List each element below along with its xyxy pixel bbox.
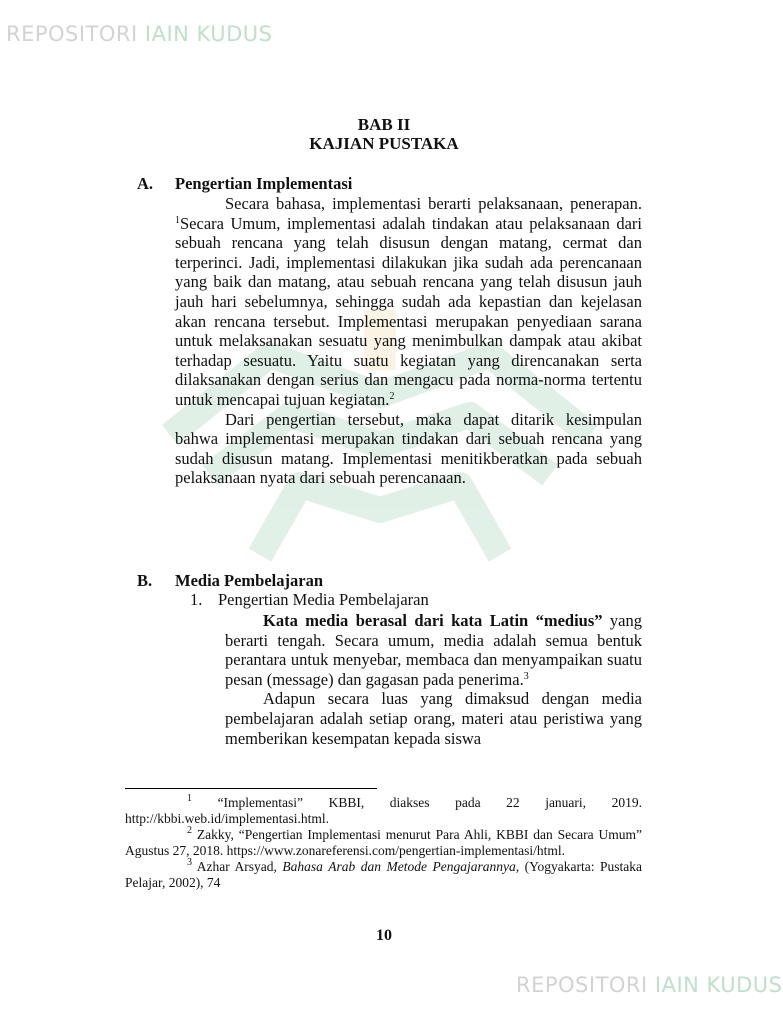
section-a-title: Pengertian Implementasi: [175, 174, 353, 193]
footnote-ref-1: 1: [175, 214, 180, 226]
paragraph-text: Secara Umum, implementasi adalah tindakan atau pelaksanaan dari sebuah rencana yang telah disusun dengan matang, cermat dan terperinci. Jadi, implementasi dilakukan jika sudah ada perencanaan yang baik dan matang, atau sebuah rencana yang telah disusun jauh jauh hari sebelumnya, sehingga sudah ada kepastian dan kejelasan akan rencana tersebut. Implementasi merupakan penyediaan sarana untuk melaksanakan sesuatu yang menimbulkan dampak atau akibat terhadap sesuatu. Yaitu suatu kegiatan yang direncanakan serta dilaksanakan dengan serius dan mengacu pada norma-norma tertentu untuk mencapai tujuan kegiatan.: [175, 213, 642, 409]
chapter-number: BAB II: [357, 115, 411, 134]
section-b-paragraph-1: [225, 611, 642, 689]
section-b-paragraph-2: [225, 689, 642, 748]
section-b-label: B.: [137, 571, 153, 590]
section-a-paragraph-2: [175, 410, 642, 488]
subsection-heading: [190, 590, 429, 610]
footnote-number: 1: [187, 793, 192, 804]
watermark-top: [6, 22, 273, 46]
footnote-3: [125, 859, 642, 891]
footnote-ref-3: 3: [523, 670, 529, 682]
subsection-title: Pengertian Media Pembelajaran: [218, 590, 429, 609]
section-b-title: Media Pembelajaran: [175, 571, 324, 590]
watermark-bottom-repositori: REPOSITORI: [516, 973, 648, 997]
section-b-heading: [137, 571, 323, 591]
paragraph-text: Dari pengertian tersebut, maka dapat ditarik kesimpulan bahwa implementasi merupakan tindakan dari sebuah rencana yang sudah disusun matang. Implementasi menitikberatkan pada sebuah pelaksanaan nyata dari sebuah perencanaan.: [175, 409, 642, 488]
footnote-number: 3: [187, 857, 192, 868]
watermark-top-iain-kudus: IAIN KUDUS: [144, 22, 273, 46]
paragraph-text: Secara bahasa, implementasi berarti pelaksanaan, penerapan.: [225, 194, 642, 213]
section-a-heading: [137, 174, 352, 194]
watermark-bottom-iain-kudus: IAIN KUDUS: [654, 973, 783, 997]
page-number: 10: [376, 927, 392, 944]
footnotes: [125, 795, 642, 891]
chapter-title: KAJIAN PUSTAKA: [309, 134, 459, 153]
subsection-label: 1.: [190, 590, 203, 609]
footnote-text: (Yogyakarta: Pustaka Pelajar, 2002), 74: [125, 859, 642, 890]
section-b-body: [225, 611, 642, 748]
section-a-paragraph-1: [175, 194, 642, 410]
section-a-body: [175, 194, 642, 488]
paragraph-text: yang berarti tengah. Secara umum, media adalah semua bentuk perantara untuk menyebar, membaca dan menyampaikan suatu pesan (message) dan gagasan pada penerima.: [225, 611, 642, 689]
footnote-number: 2: [187, 825, 192, 836]
footnote-2: [125, 827, 642, 859]
section-a-label: A.: [137, 174, 154, 193]
footnote-1: [125, 795, 642, 827]
paragraph-bold-text: Kata media berasal dari kata Latin “medius”: [263, 611, 603, 630]
paragraph-text: Adapun secara luas yang dimaksud dengan media pembelajaran adalah setiap orang, materi atau peristiwa yang memberikan kesempatan kepada siswa: [225, 689, 642, 748]
footnote-book-title: Bahasa Arab dan Metode Pengajarannya,: [282, 859, 520, 874]
watermark-bottom: [516, 973, 783, 997]
footnote-divider: [125, 788, 377, 789]
footnote-text: Zakky, “Pengertian Implementasi menurut Para Ahli, KBBI dan Secara Umum” Agustus 27, 2018. https://www.zonareferensi.com/pengertian-implementasi/html.: [125, 827, 642, 858]
footnote-text: Azhar Arsyad,: [196, 859, 283, 874]
watermark-top-repositori: REPOSITORI: [6, 22, 138, 46]
footnote-ref-2: 2: [389, 390, 395, 402]
footnote-text: “Implementasi” KBBI, diakses pada 22 januari, 2019. http://kbbi.web.id/implementasi.html.: [125, 795, 642, 826]
